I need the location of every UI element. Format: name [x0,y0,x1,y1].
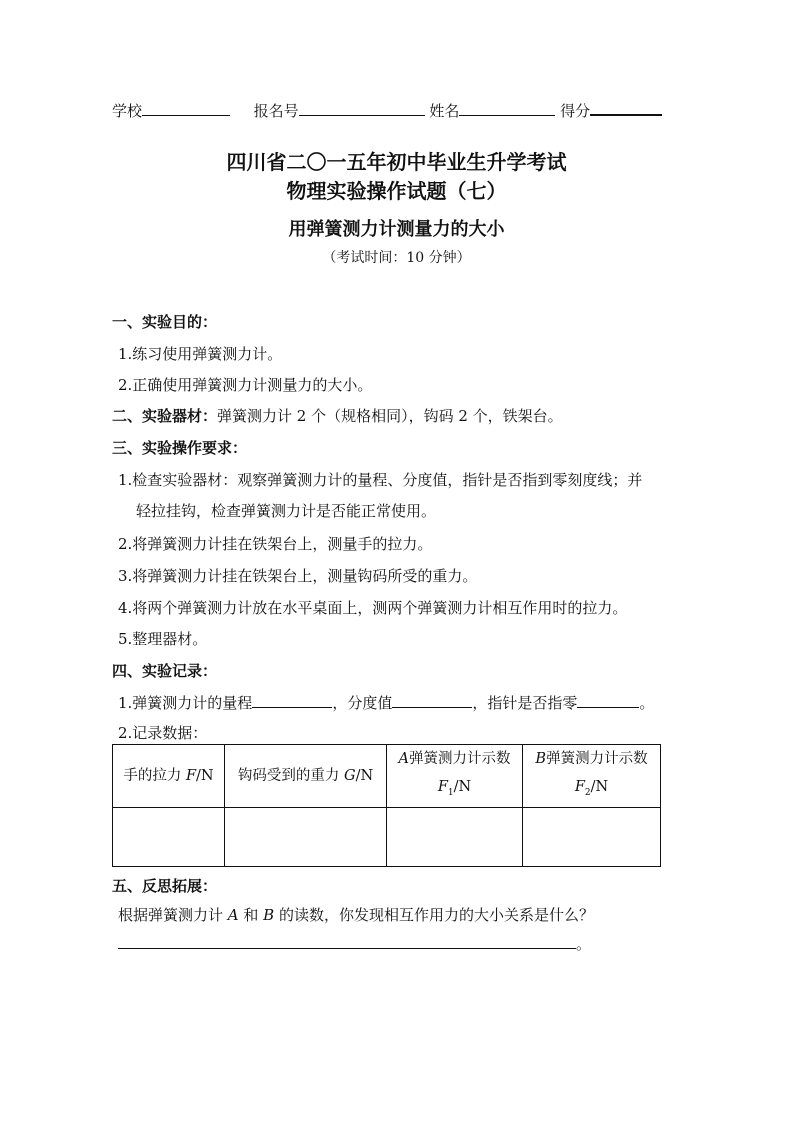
reflection-question: 根据弹簧测力计 A 和 B 的读数，你发现相互作用力的大小关系是什么？ [118,906,594,924]
equipment-heading: 二、实验器材： [112,407,218,425]
header-hand-pull: 手的拉力 F/N [113,745,225,808]
record-item-2: 2.记录数据： [118,724,208,742]
regno-label: 报名号 [253,102,299,120]
requirement-4: 4.将两个弹簧测力计放在水平桌面上，测两个弹簧测力计相互作用时的拉力。 [118,599,628,617]
data-table [112,744,661,867]
requirement-1-line1: 1.检查实验器材：观察弹簧测力计的量程、分度值，指针是否指到零刻度线；并 [118,471,643,489]
exam-subtitle: 物理实验操作试题（七） [286,179,507,203]
requirement-2: 2.将弹簧测力计挂在铁架台上，测量手的拉力。 [118,535,433,553]
record-item-1 [118,691,654,713]
purpose-item-1: 1.练习使用弹簧测力计。 [118,345,283,363]
header-meter-a: A弹簧测力计示数 $F_1/N$ [387,745,523,808]
purpose-item-2: 2.正确使用弹簧测力计测量力的大小。 [118,376,373,394]
school-label: 学校 [112,102,143,120]
range-label: 1.弹簧测力计的量程 [118,694,253,712]
zero-label: ，指针是否指零 [472,694,578,712]
equipment-text: 弹簧测力计 2 个（规格相同），钩码 2 个，铁架台。 [217,407,563,425]
table-header-row [113,745,661,808]
regno-blank[interactable] [299,99,425,116]
equipment-row [112,405,563,426]
requirement-3: 3.将弹簧测力计挂在铁架台上，测量钩码所受的重力。 [118,567,478,585]
score-blank[interactable] [590,98,662,116]
table-row [113,807,661,866]
requirements-heading: 三、实验操作要求： [112,439,248,457]
requirement-1-line2: 轻拉挂钩，检查弹簧测力计是否能正常使用。 [136,502,437,520]
school-blank[interactable] [142,99,230,116]
name-label: 姓名 [429,102,460,120]
reflection-answer [118,932,591,954]
zero-blank[interactable] [577,691,639,708]
exam-time: （考试时间：10 分钟） [322,250,471,266]
requirement-5: 5.整理器材。 [118,630,208,648]
reflection-answer-blank[interactable] [118,932,576,949]
score-label: 得分 [560,102,591,120]
exam-title: 四川省二〇一五年初中毕业生升学考试 [226,150,567,174]
cell-meter-a[interactable] [387,807,523,866]
header-meter-b: B弹簧测力计示数 $F_2/N$ [523,745,661,808]
cell-meter-b[interactable] [523,807,661,866]
reflection-heading: 五、反思拓展： [112,877,218,895]
record-item-1-end: 。 [639,694,655,712]
purpose-heading: 一、实验目的： [112,313,218,331]
reflection-answer-end: 。 [576,935,592,953]
record-heading: 四、实验记录： [112,662,218,680]
header-weight-gravity: 钩码受到的重力 G/N [225,745,387,808]
division-label: ，分度值 [332,694,393,712]
division-blank[interactable] [392,691,472,708]
header-info [112,98,662,121]
experiment-topic: 用弹簧测力计测量力的大小 [288,219,505,240]
range-blank[interactable] [252,691,332,708]
cell-hand-pull[interactable] [113,807,225,866]
name-blank[interactable] [459,99,555,116]
cell-weight-gravity[interactable] [225,807,387,866]
